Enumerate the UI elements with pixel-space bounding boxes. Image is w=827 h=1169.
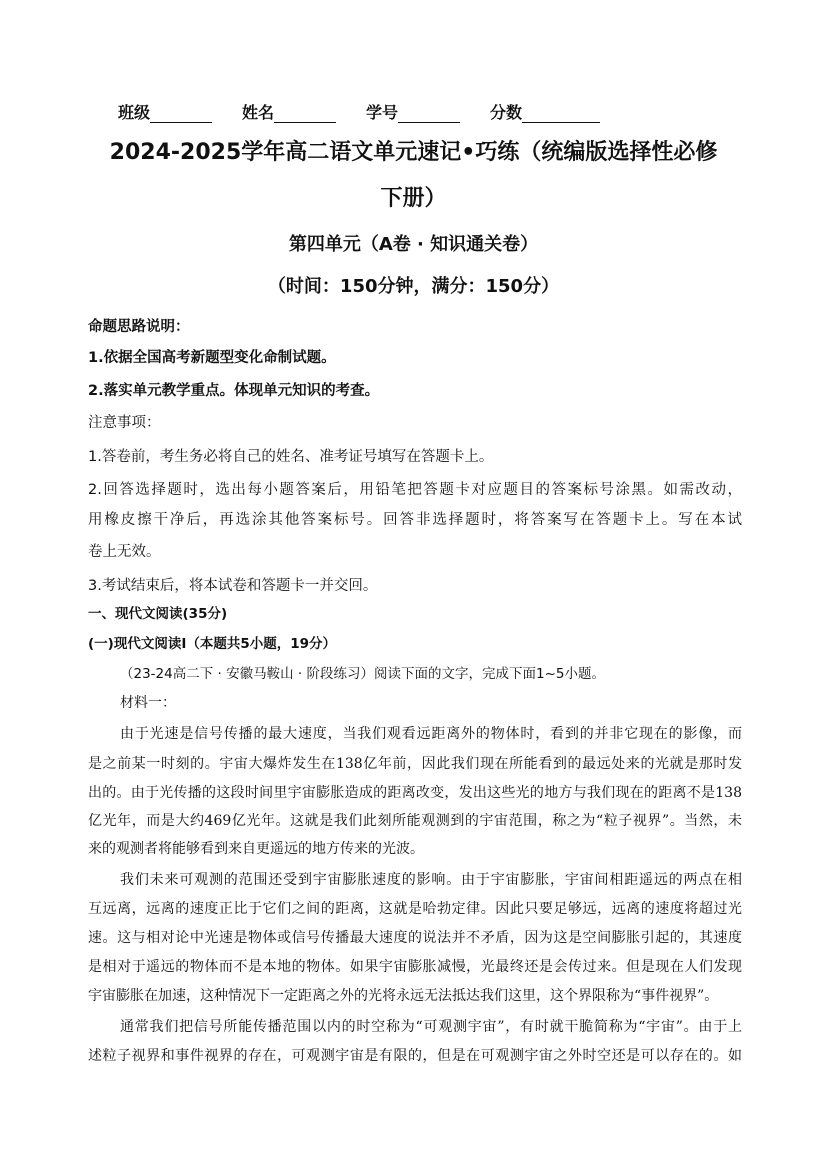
field-label-name: 姓名 (242, 103, 275, 122)
passage-line: 通常我们把信号所能传播范围以内的时空称为“可观测宇宙”，有时就干脆简称为“宇宙”。由于上 (120, 1019, 742, 1035)
design-heading: 命题思路说明： (88, 319, 190, 335)
passage-line: 互远离，远离的速度正比于它们之间的距离，这就是哈勃定律。因此只要足够远，远离的速度将超过光 (88, 901, 742, 917)
passage-line: 来的观测者将能够看到来自更遥远的地方传来的光波。 (88, 841, 424, 857)
time-info: （时间：150分钟，满分：150分） (267, 276, 560, 297)
design-point: 1.依据全国高考新题型变化命制试题。 (88, 350, 336, 366)
passage-line: 我们未来可观测的范围还受到宇宙膨胀速度的影响。由于宇宙膨胀，宇宙间相距遥远的两点在相 (120, 872, 742, 888)
design-point: 2.落实单元教学重点。体现单元知识的考查。 (88, 383, 380, 399)
passage-line: 是相对于遥远的物体而不是本地的物体。如果宇宙膨胀减慢，光最终还是会传过来。但是现在人们发现 (88, 959, 742, 975)
passage-line: 速。这与相对论中光速是物体或信号传播最大速度的说法并不矛盾，因为这是空间膨胀引起的，其速度 (88, 930, 742, 946)
class-blank[interactable] (150, 104, 212, 123)
field-label-id: 学号 (366, 103, 399, 122)
name-blank[interactable] (274, 104, 336, 123)
score-blank[interactable] (522, 104, 600, 123)
passage-line: 述粒子视界和事件视界的存在，可观测宇宙是有限的，但是在可观测宇宙之外时空还是可以存在的。如 (88, 1048, 742, 1064)
passage-line: 亿光年，而是大约469亿光年。这就是我们此刻所能观测到的宇宙范围，称之为“粒子视界”。当然，未 (88, 813, 742, 829)
doc-title-line1: 2024-2025学年高二语文单元速记•巧练（统编版选择性必修 (109, 140, 718, 165)
passage-line: 宇宙膨胀在加速，这种情况下一定距离之外的光将永远无法抵达我们这里，这个界限称为“事件视界”。 (88, 988, 719, 1004)
doc-title-line2: 下册） (380, 186, 447, 211)
section-heading: 一、现代文阅读(35分) (88, 606, 228, 622)
notice-line: 用橡皮擦干净后，再选涂其他答案标号。回答非选择题时，将答案写在答题卡上。写在本试 (88, 512, 742, 528)
notice-line: 2.回答选择题时，选出每小题答案后，用铅笔把答题卡对应题目的答案标号涂黑。如需改动， (88, 482, 742, 498)
passage-line: 是之前某一时刻的。宇宙大爆炸发生在138亿年前，因此我们现在所能看到的最远处来的光就是那时发 (88, 756, 742, 772)
notice-line: 1.答卷前，考生务必将自己的姓名、准考证号填写在答题卡上。 (88, 449, 494, 465)
subsection-heading: (一)现代文阅读I（本题共5小题，19分） (88, 636, 337, 652)
source-note: （23-24高二下 · 安徽马鞍山 · 阶段练习）阅读下面的文字，完成下面1~5小题。 (120, 666, 605, 682)
notice-line: 3.考试结束后，将本试卷和答题卡一并交回。 (88, 578, 378, 594)
unit-title: 第四单元（A卷 · 知识通关卷） (288, 234, 539, 255)
notice-line: 卷上无效。 (88, 544, 161, 560)
id-blank[interactable] (398, 104, 460, 123)
passage-line: 出的。由于光传播的这段时间里宇宙膨胀造成的距离改变，发出这些光的地方与我们现在的距离不是138 (88, 785, 742, 801)
field-label-class: 班级 (118, 103, 151, 122)
passage-line: 由于光速是信号传播的最大速度，当我们观看远距离外的物体时，看到的并非它现在的影像，而 (120, 726, 742, 742)
student-info-fields (118, 100, 630, 123)
notice-heading: 注意事项： (88, 415, 161, 431)
material-label: 材料一： (120, 695, 176, 711)
field-label-score: 分数 (490, 103, 523, 122)
